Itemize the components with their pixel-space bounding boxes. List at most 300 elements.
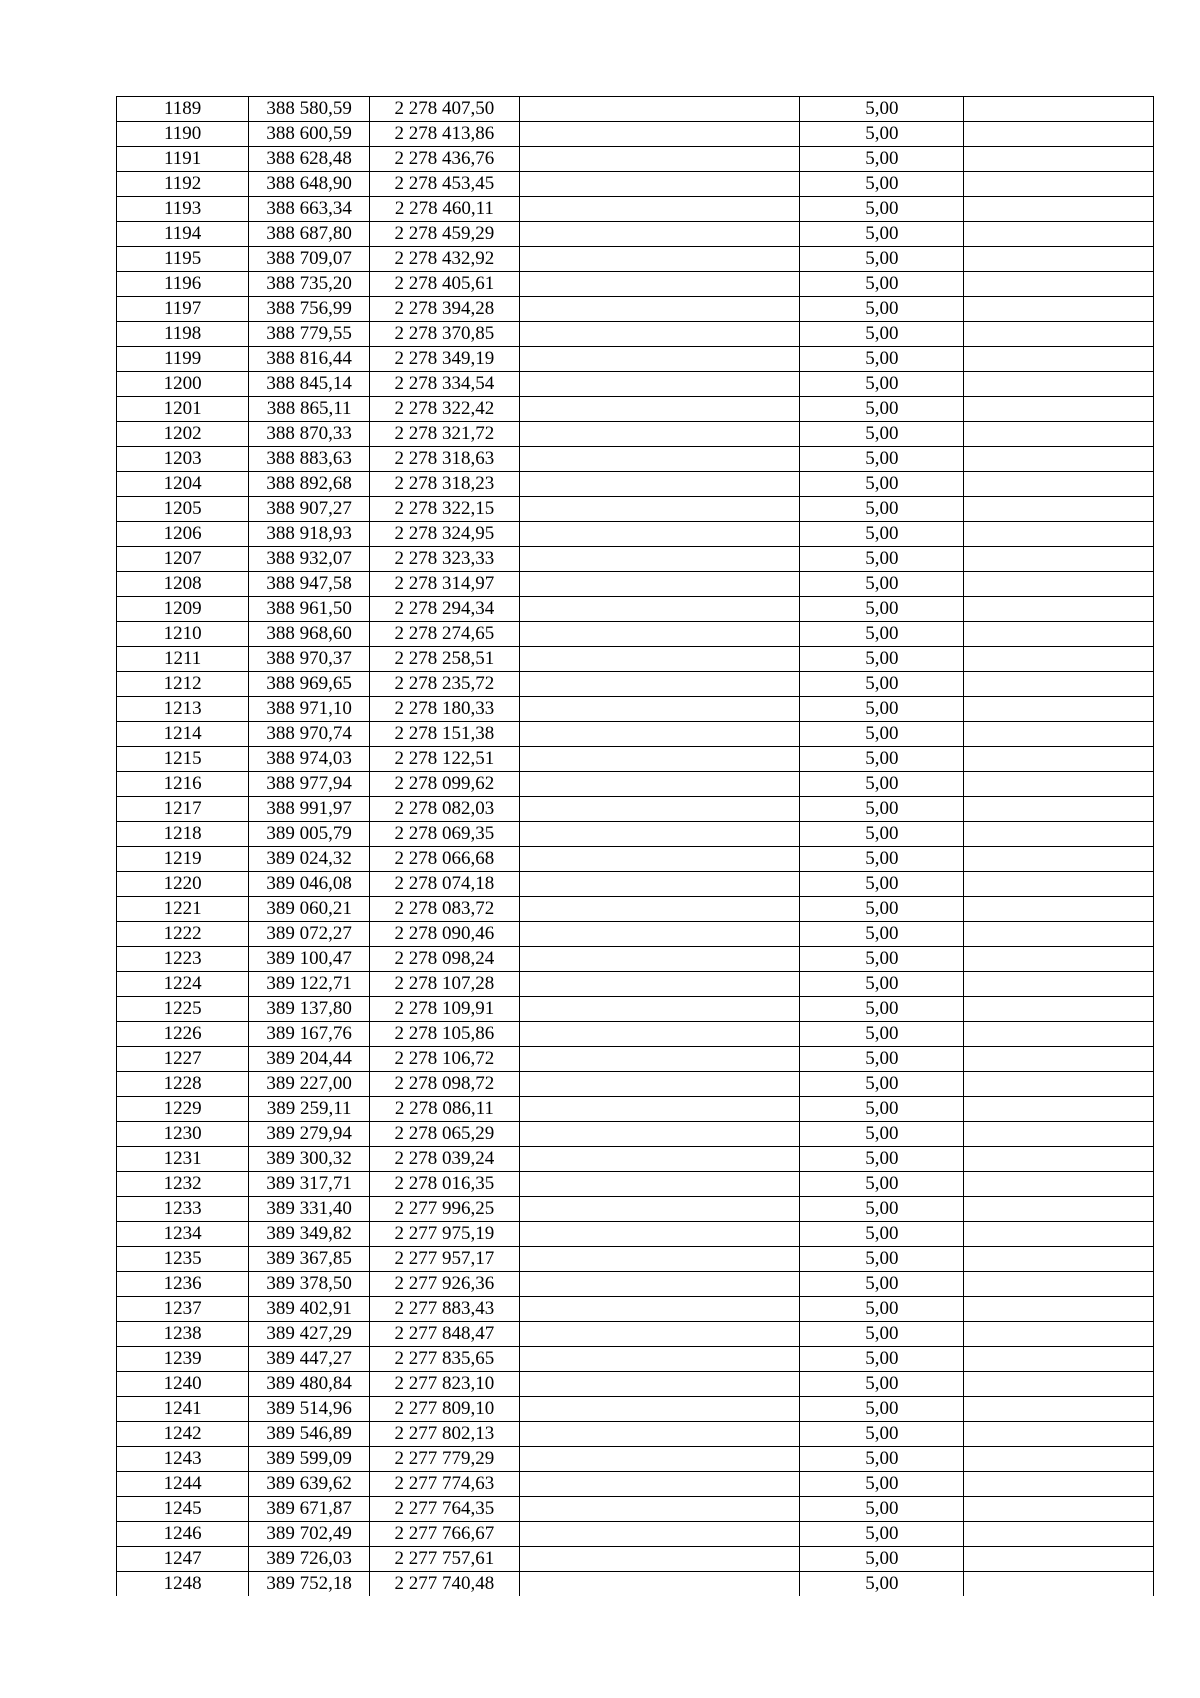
x-coordinate-cell: 389 100,47	[249, 947, 370, 972]
x-coordinate-cell: 389 514,96	[249, 1397, 370, 1422]
table-row	[117, 447, 1154, 472]
x-coordinate-cell: 389 702,49	[249, 1522, 370, 1547]
point-number-cell: 1221	[117, 897, 249, 922]
point-number-cell: 1193	[117, 197, 249, 222]
empty-cell	[964, 622, 1154, 647]
point-number-cell: 1203	[117, 447, 249, 472]
empty-cell	[964, 1222, 1154, 1247]
empty-cell	[519, 972, 800, 997]
empty-cell	[519, 1547, 800, 1572]
x-coordinate-cell: 388 971,10	[249, 697, 370, 722]
empty-cell	[964, 1022, 1154, 1047]
coordinates-table	[116, 96, 1154, 1596]
table-row	[117, 1122, 1154, 1147]
empty-cell	[519, 447, 800, 472]
y-coordinate-cell: 2 278 039,24	[370, 1147, 520, 1172]
x-coordinate-cell: 388 756,99	[249, 297, 370, 322]
x-coordinate-cell: 389 317,71	[249, 1172, 370, 1197]
point-number-cell: 1195	[117, 247, 249, 272]
table-row	[117, 97, 1154, 122]
point-number-cell: 1213	[117, 697, 249, 722]
value-cell: 5,00	[800, 172, 964, 197]
value-cell: 5,00	[800, 647, 964, 672]
y-coordinate-cell: 2 278 370,85	[370, 322, 520, 347]
x-coordinate-cell: 389 137,80	[249, 997, 370, 1022]
value-cell: 5,00	[800, 1247, 964, 1272]
empty-cell	[519, 547, 800, 572]
empty-cell	[964, 1422, 1154, 1447]
empty-cell	[964, 347, 1154, 372]
value-cell: 5,00	[800, 1422, 964, 1447]
x-coordinate-cell: 388 648,90	[249, 172, 370, 197]
x-coordinate-cell: 388 970,74	[249, 722, 370, 747]
table-row	[117, 1072, 1154, 1097]
value-cell: 5,00	[800, 322, 964, 347]
empty-cell	[964, 672, 1154, 697]
y-coordinate-cell: 2 278 321,72	[370, 422, 520, 447]
value-cell: 5,00	[800, 547, 964, 572]
empty-cell	[519, 672, 800, 697]
x-coordinate-cell: 388 970,37	[249, 647, 370, 672]
table-row	[117, 1397, 1154, 1422]
value-cell: 5,00	[800, 472, 964, 497]
empty-cell	[519, 1222, 800, 1247]
point-number-cell: 1230	[117, 1122, 249, 1147]
x-coordinate-cell: 388 816,44	[249, 347, 370, 372]
y-coordinate-cell: 2 278 405,61	[370, 272, 520, 297]
point-number-cell: 1231	[117, 1147, 249, 1172]
empty-cell	[964, 1572, 1154, 1597]
table-row	[117, 922, 1154, 947]
empty-cell	[964, 1447, 1154, 1472]
point-number-cell: 1197	[117, 297, 249, 322]
y-coordinate-cell: 2 278 394,28	[370, 297, 520, 322]
y-coordinate-cell: 2 278 235,72	[370, 672, 520, 697]
point-number-cell: 1238	[117, 1322, 249, 1347]
empty-cell	[964, 1122, 1154, 1147]
y-coordinate-cell: 2 278 122,51	[370, 747, 520, 772]
table-row	[117, 697, 1154, 722]
empty-cell	[964, 1297, 1154, 1322]
y-coordinate-cell: 2 277 774,63	[370, 1472, 520, 1497]
y-coordinate-cell: 2 278 065,29	[370, 1122, 520, 1147]
empty-cell	[519, 1497, 800, 1522]
empty-cell	[519, 322, 800, 347]
empty-cell	[519, 1297, 800, 1322]
y-coordinate-cell: 2 278 322,15	[370, 497, 520, 522]
table-row	[117, 1097, 1154, 1122]
empty-cell	[519, 1522, 800, 1547]
x-coordinate-cell: 389 427,29	[249, 1322, 370, 1347]
x-coordinate-cell: 388 779,55	[249, 322, 370, 347]
empty-cell	[519, 822, 800, 847]
empty-cell	[519, 472, 800, 497]
y-coordinate-cell: 2 278 086,11	[370, 1097, 520, 1122]
empty-cell	[519, 147, 800, 172]
empty-cell	[519, 697, 800, 722]
empty-cell	[519, 1147, 800, 1172]
value-cell: 5,00	[800, 97, 964, 122]
x-coordinate-cell: 389 671,87	[249, 1497, 370, 1522]
x-coordinate-cell: 389 227,00	[249, 1072, 370, 1097]
y-coordinate-cell: 2 278 090,46	[370, 922, 520, 947]
y-coordinate-cell: 2 278 318,23	[370, 472, 520, 497]
value-cell: 5,00	[800, 722, 964, 747]
empty-cell	[964, 147, 1154, 172]
empty-cell	[519, 597, 800, 622]
x-coordinate-cell: 388 968,60	[249, 622, 370, 647]
empty-cell	[964, 1272, 1154, 1297]
table-row	[117, 1247, 1154, 1272]
x-coordinate-cell: 388 845,14	[249, 372, 370, 397]
table-row	[117, 147, 1154, 172]
value-cell: 5,00	[800, 122, 964, 147]
empty-cell	[519, 1472, 800, 1497]
x-coordinate-cell: 389 349,82	[249, 1222, 370, 1247]
empty-cell	[519, 1247, 800, 1272]
point-number-cell: 1207	[117, 547, 249, 572]
x-coordinate-cell: 389 726,03	[249, 1547, 370, 1572]
empty-cell	[519, 372, 800, 397]
empty-cell	[519, 347, 800, 372]
value-cell: 5,00	[800, 1222, 964, 1247]
y-coordinate-cell: 2 278 318,63	[370, 447, 520, 472]
value-cell: 5,00	[800, 1322, 964, 1347]
table-row	[117, 522, 1154, 547]
table-row	[117, 622, 1154, 647]
point-number-cell: 1237	[117, 1297, 249, 1322]
empty-cell	[519, 247, 800, 272]
table-row	[117, 1272, 1154, 1297]
empty-cell	[519, 1422, 800, 1447]
point-number-cell: 1235	[117, 1247, 249, 1272]
point-number-cell: 1236	[117, 1272, 249, 1297]
y-coordinate-cell: 2 277 957,17	[370, 1247, 520, 1272]
y-coordinate-cell: 2 278 258,51	[370, 647, 520, 672]
table-row	[117, 1572, 1154, 1597]
value-cell: 5,00	[800, 797, 964, 822]
point-number-cell: 1223	[117, 947, 249, 972]
y-coordinate-cell: 2 277 975,19	[370, 1222, 520, 1247]
table-row	[117, 1547, 1154, 1572]
point-number-cell: 1212	[117, 672, 249, 697]
empty-cell	[519, 797, 800, 822]
y-coordinate-cell: 2 278 323,33	[370, 547, 520, 572]
table-row	[117, 1322, 1154, 1347]
table-row	[117, 722, 1154, 747]
y-coordinate-cell: 2 277 835,65	[370, 1347, 520, 1372]
table-row	[117, 647, 1154, 672]
table-row	[117, 1422, 1154, 1447]
empty-cell	[519, 1097, 800, 1122]
y-coordinate-cell: 2 278 098,24	[370, 947, 520, 972]
empty-cell	[964, 897, 1154, 922]
value-cell: 5,00	[800, 247, 964, 272]
y-coordinate-cell: 2 278 105,86	[370, 1022, 520, 1047]
point-number-cell: 1202	[117, 422, 249, 447]
y-coordinate-cell: 2 277 883,43	[370, 1297, 520, 1322]
y-coordinate-cell: 2 278 151,38	[370, 722, 520, 747]
y-coordinate-cell: 2 278 314,97	[370, 572, 520, 597]
point-number-cell: 1200	[117, 372, 249, 397]
value-cell: 5,00	[800, 1372, 964, 1397]
empty-cell	[964, 1347, 1154, 1372]
point-number-cell: 1220	[117, 872, 249, 897]
x-coordinate-cell: 388 969,65	[249, 672, 370, 697]
value-cell: 5,00	[800, 497, 964, 522]
table-row	[117, 322, 1154, 347]
empty-cell	[964, 122, 1154, 147]
empty-cell	[519, 1572, 800, 1597]
point-number-cell: 1226	[117, 1022, 249, 1047]
empty-cell	[964, 797, 1154, 822]
table-row	[117, 822, 1154, 847]
empty-cell	[519, 1197, 800, 1222]
point-number-cell: 1228	[117, 1072, 249, 1097]
table-row	[117, 997, 1154, 1022]
empty-cell	[519, 1072, 800, 1097]
empty-cell	[519, 522, 800, 547]
y-coordinate-cell: 2 278 016,35	[370, 1172, 520, 1197]
empty-cell	[519, 922, 800, 947]
empty-cell	[519, 647, 800, 672]
table-row	[117, 1022, 1154, 1047]
y-coordinate-cell: 2 277 809,10	[370, 1397, 520, 1422]
point-number-cell: 1240	[117, 1372, 249, 1397]
x-coordinate-cell: 389 259,11	[249, 1097, 370, 1122]
table-row	[117, 1497, 1154, 1522]
empty-cell	[964, 697, 1154, 722]
y-coordinate-cell: 2 278 099,62	[370, 772, 520, 797]
y-coordinate-cell: 2 277 779,29	[370, 1447, 520, 1472]
value-cell: 5,00	[800, 772, 964, 797]
value-cell: 5,00	[800, 947, 964, 972]
value-cell: 5,00	[800, 572, 964, 597]
x-coordinate-cell: 389 072,27	[249, 922, 370, 947]
x-coordinate-cell: 389 378,50	[249, 1272, 370, 1297]
y-coordinate-cell: 2 277 996,25	[370, 1197, 520, 1222]
empty-cell	[964, 1497, 1154, 1522]
empty-cell	[519, 1397, 800, 1422]
value-cell: 5,00	[800, 347, 964, 372]
x-coordinate-cell: 388 961,50	[249, 597, 370, 622]
point-number-cell: 1232	[117, 1172, 249, 1197]
empty-cell	[519, 397, 800, 422]
table-row	[117, 122, 1154, 147]
y-coordinate-cell: 2 277 740,48	[370, 1572, 520, 1597]
x-coordinate-cell: 388 870,33	[249, 422, 370, 447]
point-number-cell: 1247	[117, 1547, 249, 1572]
table-row	[117, 1147, 1154, 1172]
empty-cell	[519, 497, 800, 522]
x-coordinate-cell: 388 865,11	[249, 397, 370, 422]
table-row	[117, 272, 1154, 297]
point-number-cell: 1219	[117, 847, 249, 872]
x-coordinate-cell: 388 974,03	[249, 747, 370, 772]
x-coordinate-cell: 388 991,97	[249, 797, 370, 822]
x-coordinate-cell: 389 639,62	[249, 1472, 370, 1497]
empty-cell	[519, 572, 800, 597]
empty-cell	[519, 997, 800, 1022]
point-number-cell: 1209	[117, 597, 249, 622]
value-cell: 5,00	[800, 197, 964, 222]
empty-cell	[519, 172, 800, 197]
y-coordinate-cell: 2 277 764,35	[370, 1497, 520, 1522]
table-row	[117, 797, 1154, 822]
value-cell: 5,00	[800, 1047, 964, 1072]
empty-cell	[964, 1147, 1154, 1172]
x-coordinate-cell: 389 546,89	[249, 1422, 370, 1447]
point-number-cell: 1225	[117, 997, 249, 1022]
y-coordinate-cell: 2 278 459,29	[370, 222, 520, 247]
value-cell: 5,00	[800, 1097, 964, 1122]
point-number-cell: 1248	[117, 1572, 249, 1597]
empty-cell	[519, 897, 800, 922]
empty-cell	[519, 772, 800, 797]
value-cell: 5,00	[800, 822, 964, 847]
x-coordinate-cell: 388 947,58	[249, 572, 370, 597]
table-row	[117, 1447, 1154, 1472]
empty-cell	[964, 597, 1154, 622]
table-row	[117, 1472, 1154, 1497]
empty-cell	[519, 297, 800, 322]
table-row	[117, 497, 1154, 522]
y-coordinate-cell: 2 277 926,36	[370, 1272, 520, 1297]
table-row	[117, 247, 1154, 272]
empty-cell	[519, 947, 800, 972]
empty-cell	[964, 422, 1154, 447]
empty-cell	[519, 272, 800, 297]
x-coordinate-cell: 389 300,32	[249, 1147, 370, 1172]
empty-cell	[964, 822, 1154, 847]
empty-cell	[964, 947, 1154, 972]
table-row	[117, 397, 1154, 422]
point-number-cell: 1244	[117, 1472, 249, 1497]
table-row	[117, 1222, 1154, 1247]
point-number-cell: 1242	[117, 1422, 249, 1447]
point-number-cell: 1199	[117, 347, 249, 372]
empty-cell	[964, 247, 1154, 272]
x-coordinate-cell: 388 932,07	[249, 547, 370, 572]
empty-cell	[964, 1397, 1154, 1422]
empty-cell	[964, 297, 1154, 322]
value-cell: 5,00	[800, 1122, 964, 1147]
point-number-cell: 1194	[117, 222, 249, 247]
value-cell: 5,00	[800, 1272, 964, 1297]
value-cell: 5,00	[800, 297, 964, 322]
value-cell: 5,00	[800, 1297, 964, 1322]
point-number-cell: 1239	[117, 1347, 249, 1372]
point-number-cell: 1216	[117, 772, 249, 797]
y-coordinate-cell: 2 277 766,67	[370, 1522, 520, 1547]
empty-cell	[519, 97, 800, 122]
value-cell: 5,00	[800, 1447, 964, 1472]
empty-cell	[964, 372, 1154, 397]
x-coordinate-cell: 388 883,63	[249, 447, 370, 472]
x-coordinate-cell: 388 918,93	[249, 522, 370, 547]
value-cell: 5,00	[800, 1147, 964, 1172]
y-coordinate-cell: 2 278 453,45	[370, 172, 520, 197]
value-cell: 5,00	[800, 522, 964, 547]
y-coordinate-cell: 2 278 413,86	[370, 122, 520, 147]
empty-cell	[964, 447, 1154, 472]
x-coordinate-cell: 389 122,71	[249, 972, 370, 997]
empty-cell	[964, 847, 1154, 872]
empty-cell	[519, 1122, 800, 1147]
empty-cell	[964, 772, 1154, 797]
y-coordinate-cell: 2 278 098,72	[370, 1072, 520, 1097]
x-coordinate-cell: 388 892,68	[249, 472, 370, 497]
x-coordinate-cell: 388 580,59	[249, 97, 370, 122]
point-number-cell: 1206	[117, 522, 249, 547]
table-row	[117, 197, 1154, 222]
x-coordinate-cell: 389 167,76	[249, 1022, 370, 1047]
empty-cell	[964, 1247, 1154, 1272]
y-coordinate-cell: 2 278 460,11	[370, 197, 520, 222]
point-number-cell: 1217	[117, 797, 249, 822]
point-number-cell: 1190	[117, 122, 249, 147]
value-cell: 5,00	[800, 1022, 964, 1047]
table-row	[117, 597, 1154, 622]
y-coordinate-cell: 2 278 069,35	[370, 822, 520, 847]
empty-cell	[519, 1322, 800, 1347]
point-number-cell: 1192	[117, 172, 249, 197]
point-number-cell: 1201	[117, 397, 249, 422]
x-coordinate-cell: 389 402,91	[249, 1297, 370, 1322]
x-coordinate-cell: 389 447,27	[249, 1347, 370, 1372]
point-number-cell: 1246	[117, 1522, 249, 1547]
y-coordinate-cell: 2 278 294,34	[370, 597, 520, 622]
y-coordinate-cell: 2 278 180,33	[370, 697, 520, 722]
y-coordinate-cell: 2 278 436,76	[370, 147, 520, 172]
value-cell: 5,00	[800, 422, 964, 447]
table-row	[117, 872, 1154, 897]
y-coordinate-cell: 2 278 274,65	[370, 622, 520, 647]
empty-cell	[519, 1272, 800, 1297]
y-coordinate-cell: 2 278 106,72	[370, 1047, 520, 1072]
table-row	[117, 1347, 1154, 1372]
empty-cell	[964, 647, 1154, 672]
empty-cell	[964, 97, 1154, 122]
value-cell: 5,00	[800, 1572, 964, 1597]
x-coordinate-cell: 389 331,40	[249, 1197, 370, 1222]
empty-cell	[964, 1322, 1154, 1347]
empty-cell	[964, 1547, 1154, 1572]
x-coordinate-cell: 389 752,18	[249, 1572, 370, 1597]
point-number-cell: 1245	[117, 1497, 249, 1522]
point-number-cell: 1211	[117, 647, 249, 672]
table-row	[117, 947, 1154, 972]
x-coordinate-cell: 389 060,21	[249, 897, 370, 922]
table-row	[117, 297, 1154, 322]
point-number-cell: 1241	[117, 1397, 249, 1422]
value-cell: 5,00	[800, 1072, 964, 1097]
empty-cell	[519, 222, 800, 247]
point-number-cell: 1191	[117, 147, 249, 172]
y-coordinate-cell: 2 278 322,42	[370, 397, 520, 422]
empty-cell	[519, 122, 800, 147]
empty-cell	[964, 997, 1154, 1022]
empty-cell	[964, 522, 1154, 547]
point-number-cell: 1210	[117, 622, 249, 647]
x-coordinate-cell: 389 005,79	[249, 822, 370, 847]
value-cell: 5,00	[800, 847, 964, 872]
point-number-cell: 1196	[117, 272, 249, 297]
x-coordinate-cell: 388 663,34	[249, 197, 370, 222]
point-number-cell: 1208	[117, 572, 249, 597]
value-cell: 5,00	[800, 222, 964, 247]
point-number-cell: 1233	[117, 1197, 249, 1222]
